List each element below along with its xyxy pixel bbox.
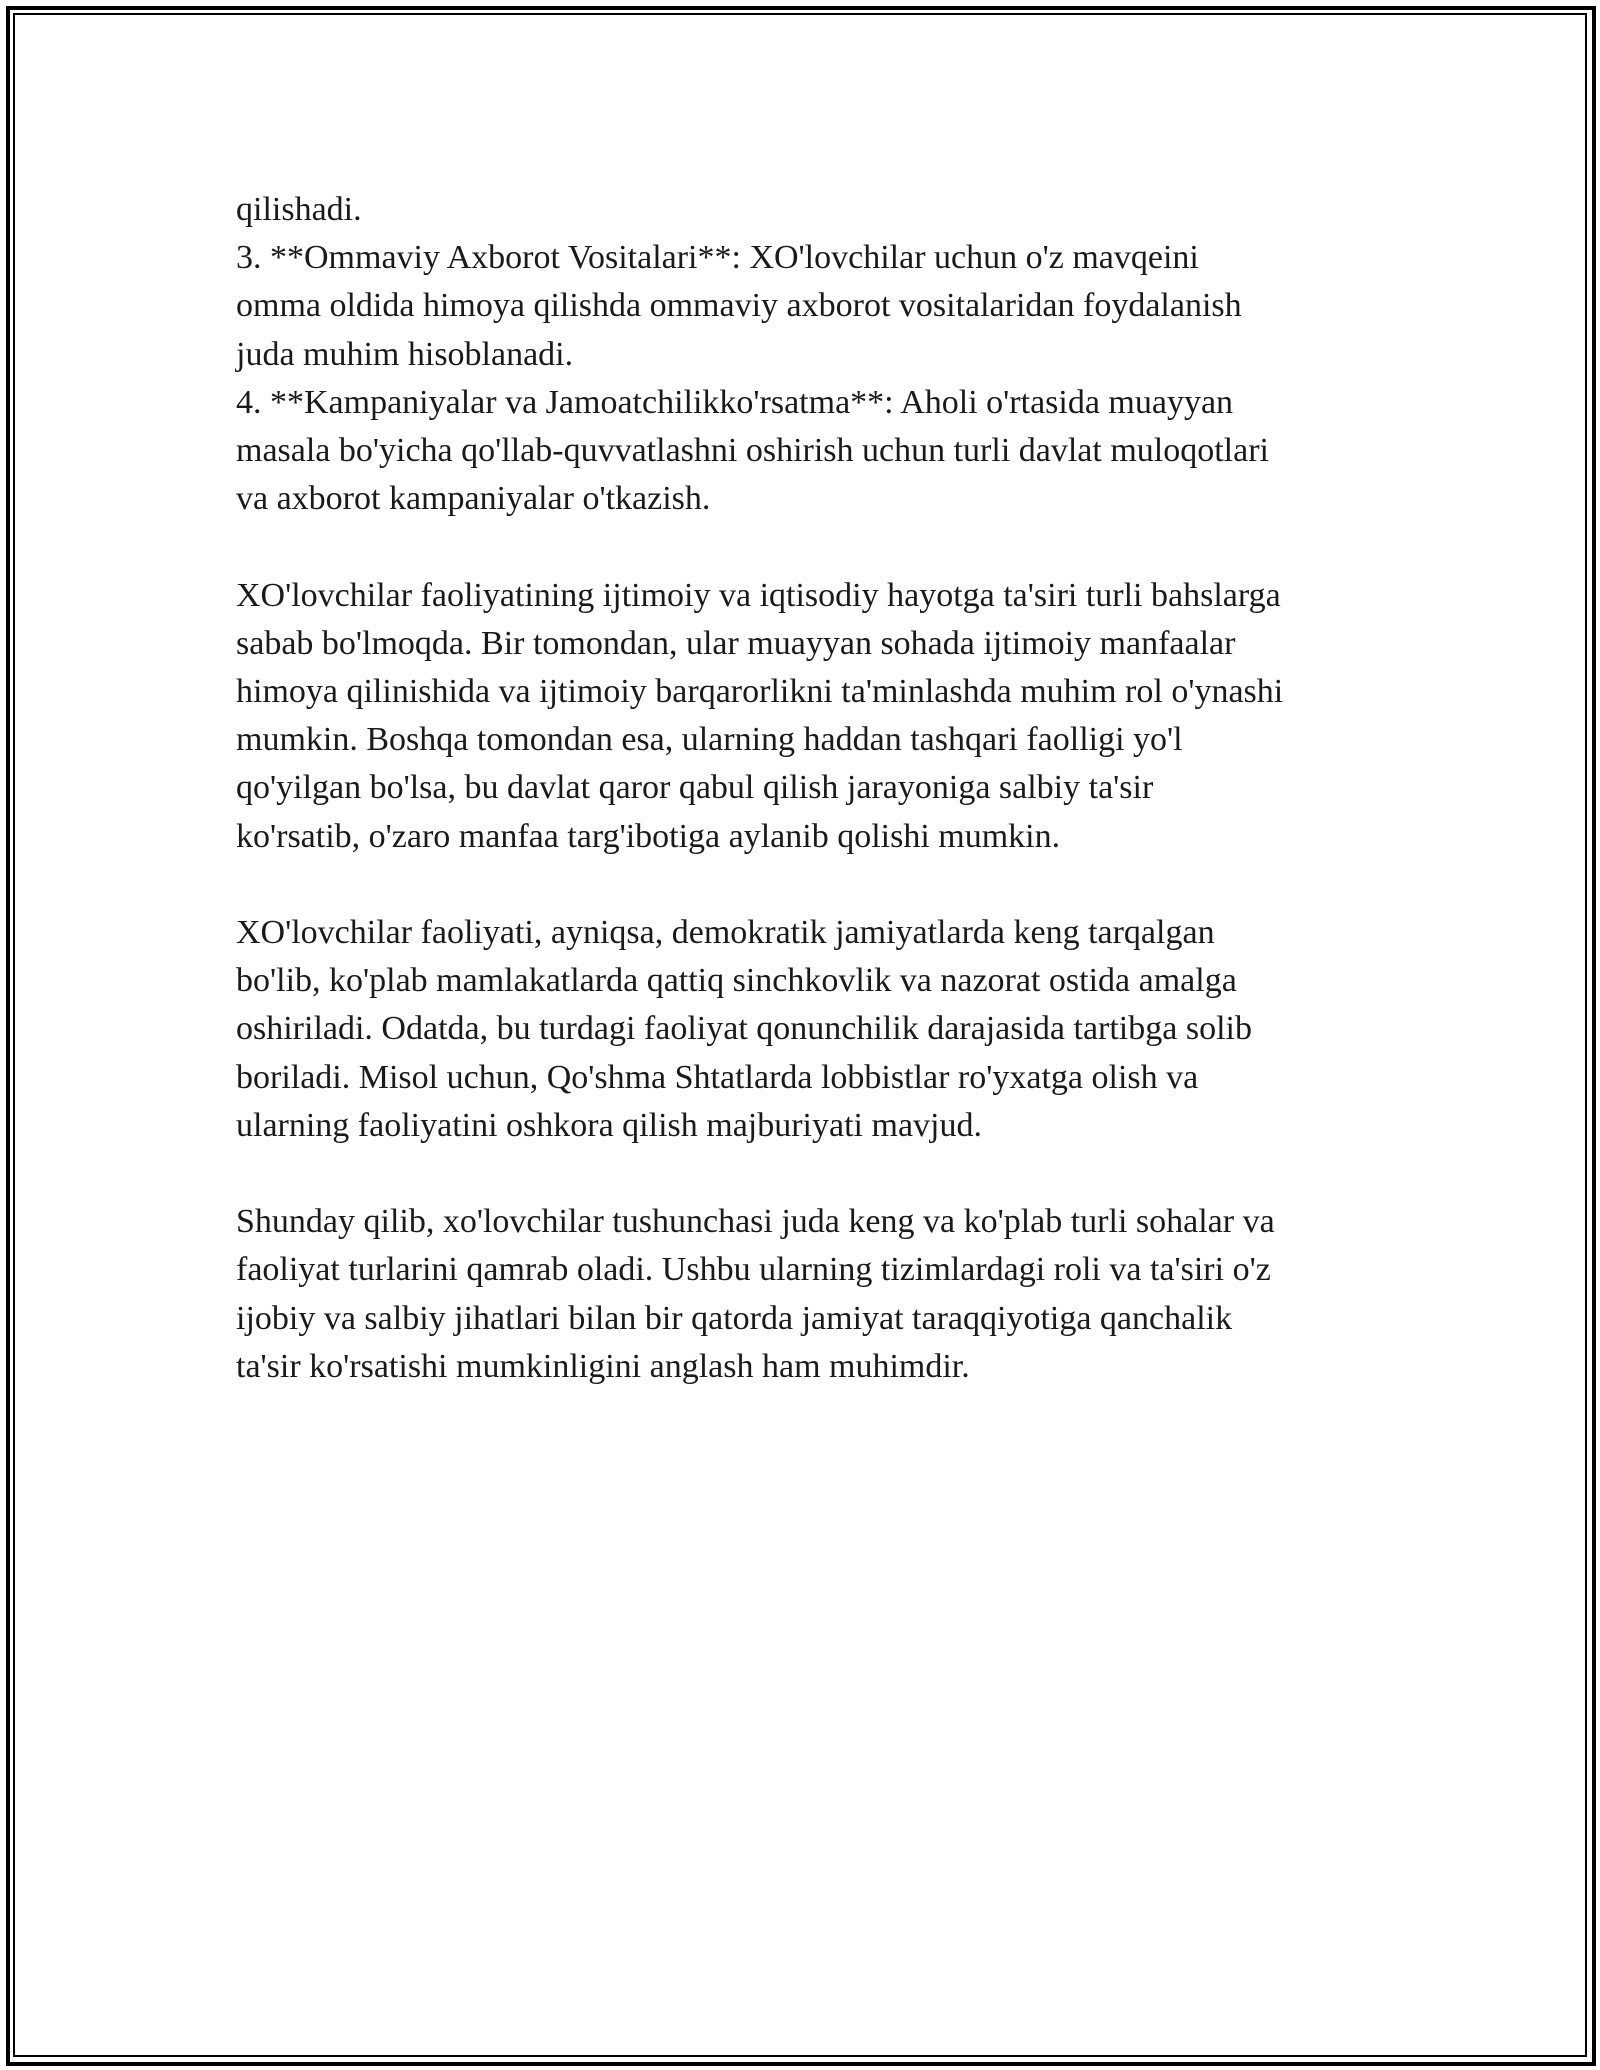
text-line: ko'rsatib, o'zaro manfaa targ'ibotiga aylanib qolishi mumkin.: [236, 817, 1061, 855]
text-line: va axborot kampaniyalar o'tkazish.: [236, 480, 711, 518]
text-line: ijobiy va salbiy jihatlari bilan bir qatorda jamiyat taraqqiyotiga qanchalik: [236, 1299, 1233, 1337]
paragraph-list-items: [236, 186, 1376, 523]
paragraph-gap: [236, 523, 1376, 571]
text-line: boriladi. Misol uchun, Qo'shma Shtatlarda lobbistlar ro'yxatga olish va: [236, 1058, 1199, 1096]
text-line: qilishadi.: [236, 191, 362, 228]
paragraph-conclusion: [236, 1198, 1376, 1391]
paragraph-gap: [236, 861, 1376, 909]
text-line: bo'lib, ko'plab mamlakatlarda qattiq sinchkovlik va nazorat ostida amalga: [236, 962, 1237, 1000]
text-line: himoya qilinishida va ijtimoiy barqarorlikni ta'minlashda muhim rol o'ynashi: [236, 673, 1284, 711]
text-line: mumkin. Boshqa tomondan esa, ularning haddan tashqari faolligi yo'l: [236, 721, 1183, 759]
text-line: oshiriladi. Odatda, bu turdagi faoliyat qonunchilik darajasida tartibga solib: [236, 1010, 1252, 1048]
document-body: [236, 186, 1376, 1391]
text-line: omma oldida himoya qilishda ommaviy axborot vositalaridan foydalanish: [236, 287, 1242, 325]
text-line: qo'yilgan bo'lsa, bu davlat qaror qabul qilish jarayoniga salbiy ta'sir: [236, 769, 1154, 807]
text-line: masala bo'yicha qo'llab-quvvatlashni oshirish uchun turli davlat muloqotlari: [236, 432, 1269, 470]
text-line: XO'lovchilar faoliyati, ayniqsa, demokratik jamiyatlarda keng tarqalgan: [236, 914, 1215, 952]
text-line: juda muhim hisoblanadi.: [236, 335, 574, 373]
paragraph-social-impact: [236, 572, 1376, 861]
text-line: sabab bo'lmoqda. Bir tomondan, ular muayyan sohada ijtimoiy manfaalar: [236, 624, 1236, 662]
text-line: 3. **Ommaviy Axborot Vositalari**: XO'lovchilar uchun o'z mavqeini: [236, 239, 1199, 277]
text-line: faoliyat turlarini qamrab oladi. Ushbu ularning tizimlardagi roli va ta'siri o'z: [236, 1251, 1271, 1289]
text-line: 4. **Kampaniyalar va Jamoatchilikko'rsatma**: Aholi o'rtasida muayyan: [236, 383, 1234, 421]
text-line: XO'lovchilar faoliyatining ijtimoiy va iqtisodiy hayotga ta'siri turli bahslarga: [236, 576, 1281, 614]
text-line: Shunday qilib, xo'lovchilar tushunchasi juda keng va ko'plab turli sohalar va: [236, 1203, 1275, 1241]
text-line: ta'sir ko'rsatishi mumkinligini anglash ham muhimdir.: [236, 1347, 970, 1385]
text-line: ularning faoliyatini oshkora qilish majburiyati mavjud.: [236, 1106, 982, 1144]
paragraph-regulation: [236, 909, 1376, 1150]
paragraph-gap: [236, 1150, 1376, 1198]
